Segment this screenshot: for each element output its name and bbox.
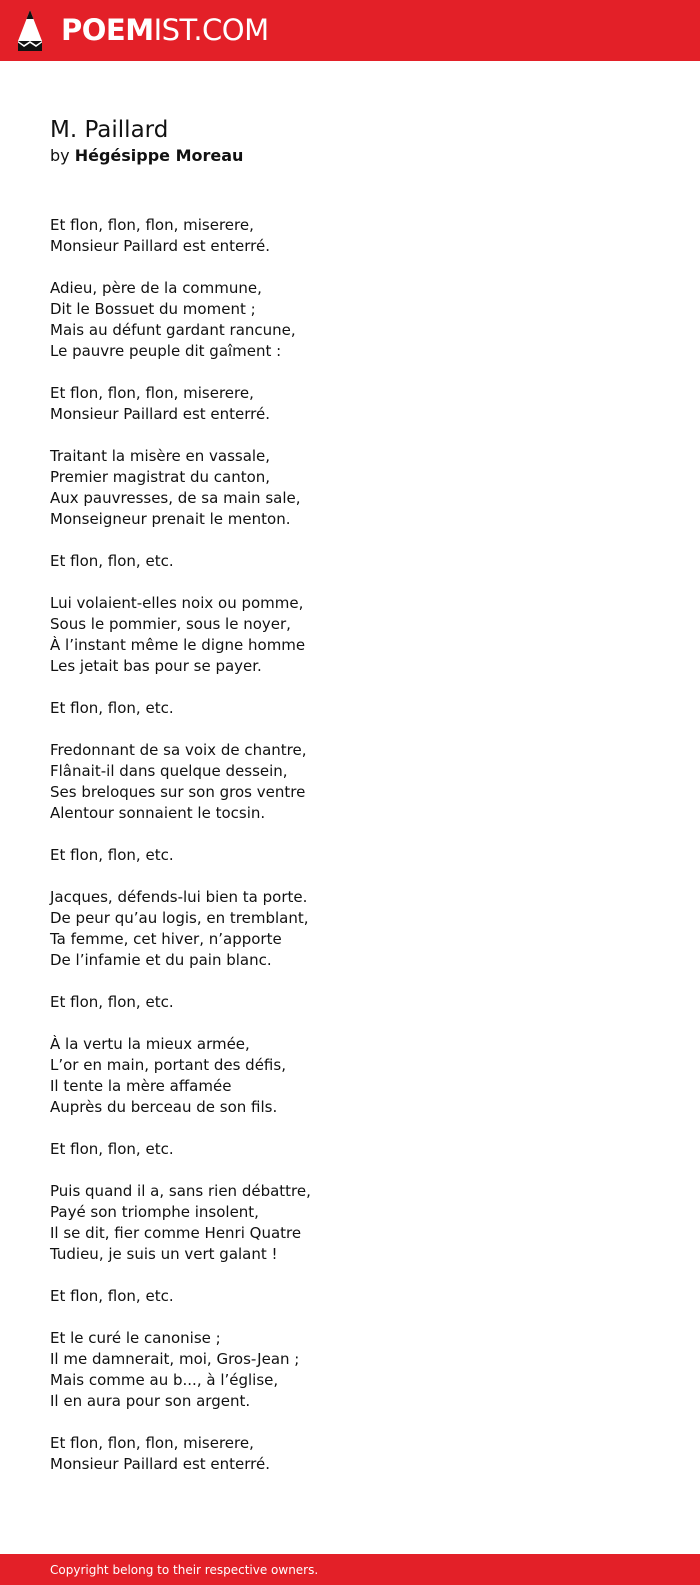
poem-line: Monsieur Paillard est enterré. (50, 405, 271, 423)
poem-stanza (50, 215, 650, 257)
copyright-text: Copyright belong to their respective owners. (50, 1563, 319, 1577)
poem-line: Dit le Bossuet du moment ; (50, 300, 256, 318)
poem-line: Monsieur Paillard est enterré. (50, 237, 271, 255)
poem-body (50, 215, 650, 1475)
poem-stanza (50, 1034, 650, 1118)
poem-line: Et flon, flon, etc. (50, 846, 174, 864)
poem-stanza (50, 383, 650, 425)
poem-line: Mais au défunt gardant rancune, (50, 321, 296, 339)
poem-line: Et flon, flon, flon, miserere, (50, 1434, 254, 1452)
poem-line: Alentour sonnaient le tocsin. (50, 804, 266, 822)
site-logo-link[interactable] (17, 9, 269, 52)
poem-line: Monseigneur prenait le menton. (50, 510, 291, 528)
poem-line: Et le curé le canonise ; (50, 1329, 221, 1347)
poem-stanza (50, 1433, 650, 1475)
poem-line: Et flon, flon, etc. (50, 552, 174, 570)
poem-stanza (50, 446, 650, 530)
poem-stanza (50, 278, 650, 362)
poem-line: Jacques, défends-lui bien ta porte. (50, 888, 308, 906)
poem-line: Il se dit, fier comme Henri Quatre (50, 1224, 302, 1242)
poem-line: Fredonnant de sa voix de chantre, (50, 741, 307, 759)
poem-line: Les jetait bas pour se payer. (50, 657, 262, 675)
site-logo-text (61, 9, 269, 52)
poem-line: Et flon, flon, etc. (50, 699, 174, 717)
poem-title: M. Paillard (50, 117, 169, 143)
poem-line: De l’infamie et du pain blanc. (50, 951, 272, 969)
poem-line: Et flon, flon, flon, miserere, (50, 384, 254, 402)
poem-stanza (50, 1286, 650, 1307)
poem-line: Lui volaient-elles noix ou pomme, (50, 594, 304, 612)
poem-stanza (50, 740, 650, 824)
poem-line: Il en aura pour son argent. (50, 1392, 251, 1410)
poem-stanza (50, 593, 650, 677)
poem-line: Il me damnerait, moi, Gros-Jean ; (50, 1350, 300, 1368)
poem-stanza (50, 551, 650, 572)
byline-prefix: by (50, 146, 70, 165)
poem-line: Auprès du berceau de son fils. (50, 1098, 278, 1116)
site-footer (0, 1554, 700, 1585)
poem-line: Mais comme au b..., à l’église, (50, 1371, 279, 1389)
poem-line: Ta femme, cet hiver, n’apporte (50, 930, 282, 948)
poem-line: Le pauvre peuple dit gaîment : (50, 342, 282, 360)
poem-stanza (50, 698, 650, 719)
logo-text-bold: POEM (61, 13, 154, 47)
poem-line: Flânait-il dans quelque dessein, (50, 762, 288, 780)
poem-stanza (50, 1328, 650, 1412)
poem-line: Sous le pommier, sous le noyer, (50, 615, 291, 633)
poem-content (50, 114, 650, 1496)
logo-text-light: IST.COM (153, 13, 269, 47)
poem-line: Et flon, flon, flon, miserere, (50, 216, 254, 234)
poem-line: Adieu, père de la commune, (50, 279, 262, 297)
poem-line: Traitant la misère en vassale, (50, 447, 271, 465)
author-link[interactable]: Hégésippe Moreau (74, 146, 244, 165)
poem-line: De peur qu’au logis, en tremblant, (50, 909, 309, 927)
poem-stanza (50, 845, 650, 866)
poem-line: Tudieu, je suis un vert galant ! (50, 1245, 278, 1263)
poem-byline (50, 145, 650, 167)
poem-stanza (50, 1181, 650, 1265)
poem-line: Ses breloques sur son gros ventre (50, 783, 306, 801)
poem-stanza (50, 992, 650, 1013)
poem-line: Et flon, flon, etc. (50, 1287, 174, 1305)
poem-line: Aux pauvresses, de sa main sale, (50, 489, 301, 507)
poem-line: À la vertu la mieux armée, (50, 1035, 250, 1053)
poem-stanza (50, 887, 650, 971)
poem-line: Il tente la mère affamée (50, 1077, 232, 1095)
poem-line: Payé son triomphe insolent, (50, 1203, 259, 1221)
poem-line: Et flon, flon, etc. (50, 993, 174, 1011)
poem-line: Puis quand il a, sans rien débattre, (50, 1182, 311, 1200)
pencil-tip-icon (17, 9, 43, 52)
poem-line: Premier magistrat du canton, (50, 468, 271, 486)
poem-stanza (50, 1139, 650, 1160)
poem-line: À l’instant même le digne homme (50, 636, 306, 654)
poem-line: L’or en main, portant des défis, (50, 1056, 286, 1074)
site-header (0, 0, 700, 61)
poem-line: Et flon, flon, etc. (50, 1140, 174, 1158)
poem-line: Monsieur Paillard est enterré. (50, 1455, 271, 1473)
